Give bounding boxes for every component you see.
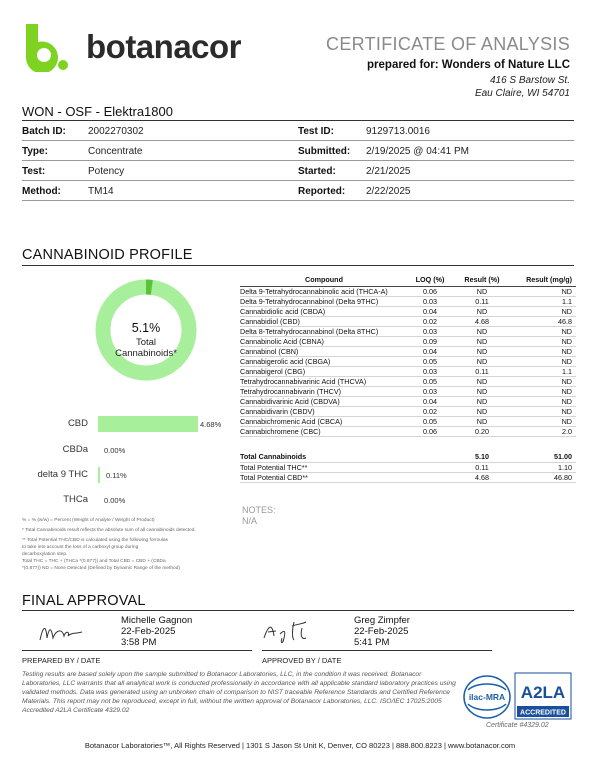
prepared-for: prepared for: Wonders of Nature LLC: [367, 59, 570, 71]
result-pct-cell: ND: [452, 307, 512, 317]
totals-cell: [408, 472, 452, 482]
col-compound: Compound: [240, 275, 408, 287]
result-pct-cell: ND: [452, 287, 512, 297]
divider: [22, 120, 574, 121]
loq-cell: 0.04: [408, 307, 452, 317]
donut-percent: 5.1%: [131, 321, 161, 335]
result-mgg-cell: ND: [512, 407, 576, 417]
loq-cell: 0.03: [408, 297, 452, 307]
donut-label-total: Total: [135, 337, 157, 348]
totals-cell: Total Potential CBD**: [240, 472, 408, 482]
final-approval-title: FINAL APPROVAL: [22, 593, 146, 609]
loq-cell: 0.02: [408, 317, 452, 327]
totals-row: [240, 472, 576, 482]
divider: [22, 200, 574, 201]
bar-label-delta9thc: delta 9 THC: [37, 469, 88, 480]
totals-cell: Total Cannabinoids: [240, 452, 408, 462]
result-mgg-cell: ND: [512, 387, 576, 397]
loq-cell: 0.05: [408, 377, 452, 387]
table-row: [240, 287, 576, 297]
test-id-label: Test ID:: [298, 126, 334, 137]
footnote: *(0.877)) ND = None Detected (Defined by Dynamic Range of the method): [22, 566, 180, 571]
bar-cbd: [98, 416, 198, 432]
result-mgg-cell: ND: [512, 337, 576, 347]
ilac-mra-logo: [462, 674, 512, 720]
loq-cell: 0.04: [408, 397, 452, 407]
result-pct-cell: ND: [452, 357, 512, 367]
table-row: [240, 427, 576, 437]
client-address-line1: 416 S Barstow St.: [489, 75, 570, 86]
result-pct-cell: 0.11: [452, 367, 512, 377]
botanacor-logo-icon: [22, 22, 72, 72]
compound-cell: Cannabidiolic acid (CBDA): [240, 307, 408, 317]
result-mgg-cell: ND: [512, 397, 576, 407]
divider: [22, 610, 574, 611]
cannabinoid-profile-title: CANNABINOID PROFILE: [22, 247, 193, 263]
type-label: Type:: [22, 146, 48, 157]
loq-cell: 0.02: [408, 407, 452, 417]
loq-cell: 0.04: [408, 347, 452, 357]
table-row: [240, 297, 576, 307]
compound-cell: Cannabidivarinic Acid (CBDVA): [240, 397, 408, 407]
compound-cell: Cannabichromenic Acid (CBCA): [240, 417, 408, 427]
result-pct-cell: ND: [452, 327, 512, 337]
col-result-pct: Result (%): [452, 275, 512, 287]
totals-row: [240, 452, 576, 462]
approver-date: 22-Feb-2025: [354, 626, 409, 637]
table-row: [240, 357, 576, 367]
ilac-text: ilac-MRA: [468, 692, 506, 702]
compound-cell: Tetrahydrocannabivarin (THCV): [240, 387, 408, 397]
result-pct-cell: 0.11: [452, 297, 512, 307]
compound-cell: Delta 9-Tetrahydrocannabinol (Delta 9THC): [240, 297, 408, 307]
batch-id-label: Batch ID:: [22, 126, 66, 137]
started-value: 2/21/2025: [366, 166, 411, 177]
result-mgg-cell: 2.0: [512, 427, 576, 437]
a2la-text: A2LA: [520, 683, 566, 702]
result-mgg-cell: ND: [512, 417, 576, 427]
reported-value: 2/22/2025: [366, 186, 411, 197]
table-row: [240, 417, 576, 427]
result-mgg-cell: 46.8: [512, 317, 576, 327]
divider: [22, 160, 574, 161]
started-label: Started:: [298, 166, 336, 177]
reported-label: Reported:: [298, 186, 346, 197]
approver-time: 5:41 PM: [354, 637, 390, 648]
method-value: TM14: [88, 186, 114, 197]
col-result-mgg: Result (mg/g): [512, 275, 576, 287]
footnote: decarboxylation step.: [22, 552, 68, 557]
result-pct-cell: ND: [452, 407, 512, 417]
disclaimer-text: Testing results are based solely upon the sample submitted to Botanacor Laboratories, LLC, in the condition it was received. Botanacor Laboratories, LLC warrants that all analytical work is conducted professionally in accordance with all applicable standard laboratory practices using validated methods. Data was generated using an unbroken chain of comparison to NIST traceable Reference Standards and Certified Reference Materials. This report may not be reproduced, except in full, without the written approval of Botanacor Laboratories, LLC. ISO/IEC 17025:2005 Accredited A2LA Certificate 4329.02: [22, 671, 456, 714]
loq-cell: 0.03: [408, 327, 452, 337]
client-address-line2: Eau Claire, WI 54701: [474, 88, 570, 99]
table-header-row: [240, 275, 576, 287]
compound-cell: Cannabinol (CBN): [240, 347, 408, 357]
table-row: [240, 397, 576, 407]
loq-cell: 0.03: [408, 367, 452, 377]
totals-cell: 5.10: [452, 452, 512, 462]
certificate-title: CERTIFICATE OF ANALYSIS: [326, 34, 570, 54]
method-label: Method:: [22, 186, 61, 197]
bar-value-cbda: 0.00%: [104, 446, 126, 455]
footnote: Total THC = THC + (THCa *(0.877)) and Total CBD = CBD + (CBDa: [22, 559, 166, 564]
bar-label-cbd: CBD: [67, 418, 88, 429]
certificate-number: Certificate #4329.02: [486, 722, 549, 729]
footnote: * Total Cannabinoids result reflects the absolute sum of all cannabinoids detected.: [22, 528, 196, 533]
bar-value-delta9thc: 0.11%: [106, 471, 127, 480]
table-row: [240, 347, 576, 357]
type-value: Concentrate: [88, 146, 143, 157]
totals-row: [240, 462, 576, 472]
result-mgg-cell: ND: [512, 287, 576, 297]
compound-cell: Tetrahydrocannabivarinic Acid (THCVA): [240, 377, 408, 387]
preparer-time: 3:58 PM: [121, 637, 157, 648]
result-mgg-cell: ND: [512, 327, 576, 337]
batch-id-value: 2002270302: [88, 126, 144, 137]
results-table: [240, 275, 576, 437]
loq-cell: 0.06: [408, 427, 452, 437]
bar-label-cbda: CBDa: [62, 444, 88, 455]
compound-cell: Delta 9-Tetrahydrocannabinolic acid (THCA-A): [240, 287, 408, 297]
a2la-accredited-logo: [514, 672, 572, 720]
result-pct-cell: ND: [452, 397, 512, 407]
logo-text: botanacor: [86, 28, 242, 65]
table-row: [240, 367, 576, 377]
totals-cell: 1.10: [512, 462, 576, 472]
table-row: [240, 317, 576, 327]
signature-line: [22, 650, 252, 651]
accredited-text: ACCREDITED: [520, 709, 566, 717]
footnote: ** Total Potential THC/CBD is calculated using the following formulas: [22, 538, 168, 543]
compound-cell: Cannabigerolic acid (CBGA): [240, 357, 408, 367]
compound-cell: Cannabidivarin (CBDV): [240, 407, 408, 417]
divider: [22, 180, 574, 181]
totals-table: [240, 452, 576, 483]
submitted-value: 2/19/2025 @ 04:41 PM: [366, 146, 469, 157]
totals-cell: 51.00: [512, 452, 576, 462]
preparer-name: Michelle Gagnon: [121, 615, 193, 626]
result-mgg-cell: ND: [512, 377, 576, 387]
submitted-label: Submitted:: [298, 146, 351, 157]
signature-line: [262, 650, 492, 651]
table-row: [240, 387, 576, 397]
notes-label: NOTES:: [242, 505, 276, 515]
result-pct-cell: 0.20: [452, 427, 512, 437]
loq-cell: 0.06: [408, 287, 452, 297]
table-row: [240, 377, 576, 387]
table-row: [240, 407, 576, 417]
compound-cell: Delta 8-Tetrahydrocannabinol (Delta 8THC): [240, 327, 408, 337]
result-pct-cell: ND: [452, 337, 512, 347]
result-mgg-cell: ND: [512, 357, 576, 367]
signature-gagnon: [38, 618, 84, 646]
compound-cell: Cannabichromene (CBC): [240, 427, 408, 437]
compound-cell: Cannabinolic Acid (CBNA): [240, 337, 408, 347]
totals-cell: 0.11: [452, 462, 512, 472]
bar-label-thca: THCa: [63, 494, 88, 505]
donut-label-cannabinoids: Cannabinoids*: [115, 348, 177, 359]
prepared-by-caption: PREPARED BY / DATE: [22, 656, 101, 665]
result-mgg-cell: ND: [512, 307, 576, 317]
test-value: Potency: [88, 166, 125, 177]
divider: [22, 265, 574, 266]
loq-cell: 0.05: [408, 417, 452, 427]
compound-cell: Cannabigerol (CBG): [240, 367, 408, 377]
result-mgg-cell: ND: [512, 347, 576, 357]
loq-cell: 0.05: [408, 357, 452, 367]
test-label: Test:: [22, 166, 46, 177]
table-row: [240, 327, 576, 337]
totals-cell: Total Potential THC**: [240, 462, 408, 472]
notes-value: N/A: [242, 516, 258, 526]
divider: [22, 140, 574, 141]
bar-value-thca: 0.00%: [104, 496, 126, 505]
preparer-date: 22-Feb-2025: [121, 626, 176, 637]
totals-cell: 4.68: [452, 472, 512, 482]
bar-delta9thc: [98, 467, 100, 483]
result-pct-cell: ND: [452, 347, 512, 357]
compound-cell: Cannabidiol (CBD): [240, 317, 408, 327]
sample-name: WON - OSF - Elektra1800: [22, 104, 173, 119]
col-loq: LOQ (%): [408, 275, 452, 287]
result-pct-cell: ND: [452, 377, 512, 387]
loq-cell: 0.03: [408, 387, 452, 397]
footnote: % = % (w/w) = Percent (Weight of Analyte / Weight of Product): [22, 518, 155, 523]
footnote: to take into account the loss of a carboxyl group during: [22, 545, 139, 550]
table-row: [240, 307, 576, 317]
result-mgg-cell: 1.1: [512, 297, 576, 307]
result-pct-cell: ND: [452, 417, 512, 427]
result-mgg-cell: 1.1: [512, 367, 576, 377]
table-row: [240, 337, 576, 347]
bar-value-cbd: 4.68%: [200, 420, 222, 429]
totals-cell: [408, 452, 452, 462]
approved-by-caption: APPROVED BY / DATE: [262, 656, 342, 665]
result-pct-cell: 4.68: [452, 317, 512, 327]
result-pct-cell: ND: [452, 387, 512, 397]
test-id-value: 9129713.0016: [366, 126, 430, 137]
totals-cell: 46.80: [512, 472, 576, 482]
approver-name: Greg Zimpfer: [354, 615, 410, 626]
footer-text: Botanacor Laboratories™, All Rights Reserved | 1301 S Jason St Unit K, Denver, CO 80223 | 888.800.8223 | www.botanacor.com: [84, 741, 516, 750]
signature-zimpfer: [262, 616, 322, 646]
totals-cell: [408, 462, 452, 472]
loq-cell: 0.09: [408, 337, 452, 347]
